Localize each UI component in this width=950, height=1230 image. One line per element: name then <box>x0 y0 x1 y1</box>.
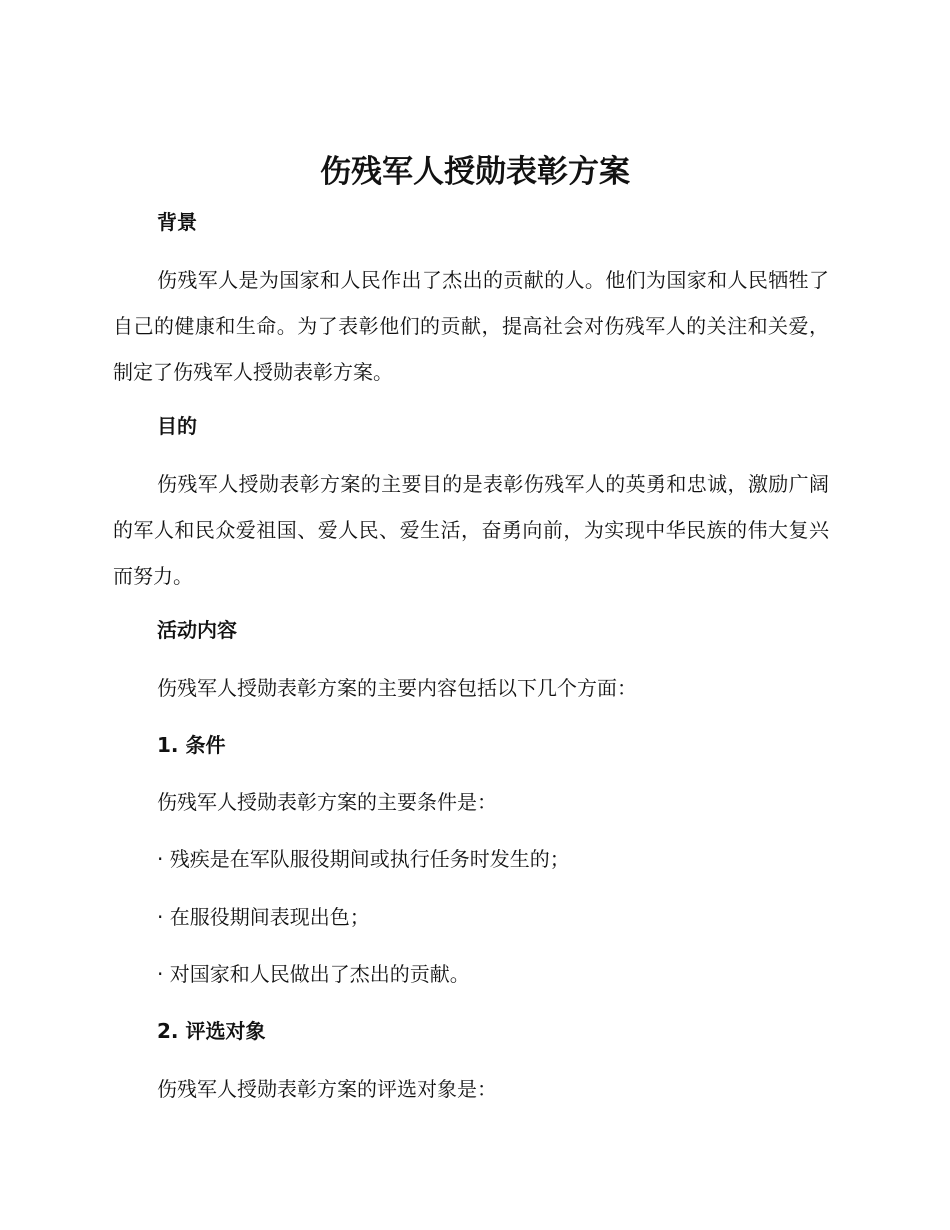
section-heading-conditions: 1. 条件 <box>157 733 226 757</box>
section-heading-purpose: 目的 <box>157 414 197 438</box>
paragraph-background: 伤残军人是为国家和人民作出了杰出的贡献的人。他们为国家和人民牺牲了自己的健康和生命。为了表彰他们的贡献，提高社会对伤残军人的关注和关爱，制定了伤残军人授勋表彰方案。 <box>113 268 829 384</box>
paragraph-purpose: 伤残军人授勋表彰方案的主要目的是表彰伤残军人的英勇和忠诚，激励广阔的军人和民众爱祖国、爱人民、爱生活，奋勇向前，为实现中华民族的伟大复兴而努力。 <box>113 472 829 588</box>
paragraph-conditions-intro: 伤残军人授勋表彰方案的主要条件是： <box>157 790 497 814</box>
section-heading-background: 背景 <box>157 210 197 234</box>
list-item-condition-3: · 对国家和人民做出了杰出的贡献。 <box>157 962 470 986</box>
list-item-condition-1: · 残疾是在军队服役期间或执行任务时发生的； <box>157 847 570 871</box>
document-title: 伤残军人授勋表彰方案 <box>320 154 630 190</box>
paragraph-activities-intro: 伤残军人授勋表彰方案的主要内容包括以下几个方面： <box>157 676 637 700</box>
section-heading-activities: 活动内容 <box>157 618 237 642</box>
list-item-condition-2: · 在服役期间表现出色； <box>157 905 370 929</box>
paragraph-selection-intro: 伤残军人授勋表彰方案的评选对象是： <box>157 1077 497 1101</box>
section-heading-selection: 2. 评选对象 <box>157 1019 266 1043</box>
